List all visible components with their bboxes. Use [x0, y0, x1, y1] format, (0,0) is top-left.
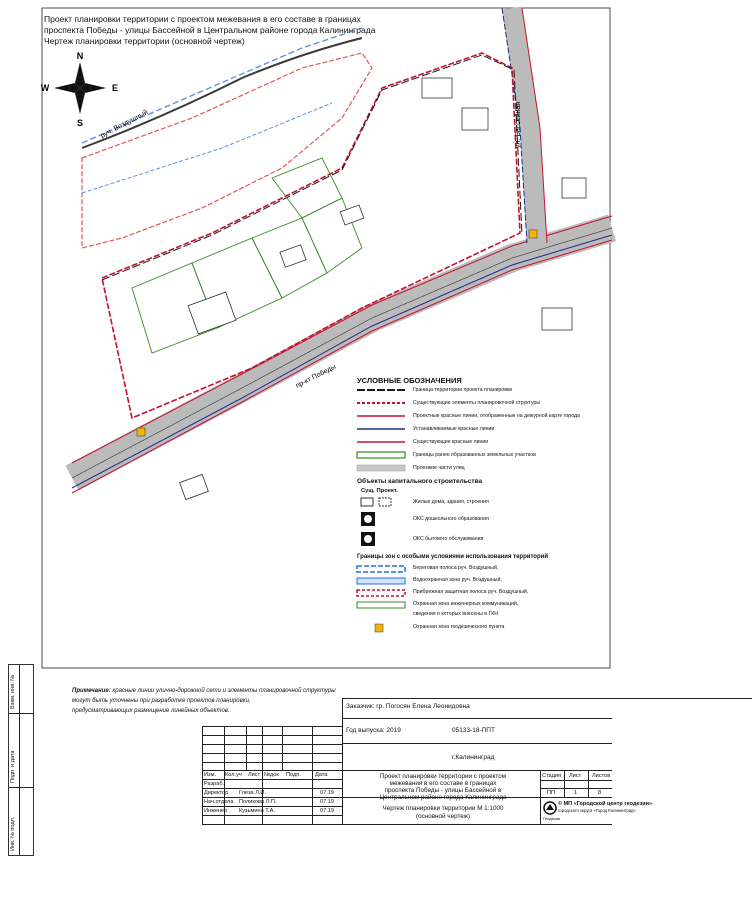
project-title-4: Центральном районе города Калининграда	[379, 794, 507, 801]
river-line	[82, 38, 362, 148]
customer: Заказчик: гр. Погосян Елена Леонидовна	[346, 703, 470, 710]
city: г.Калининград	[452, 754, 495, 761]
note-prefix: Примечание:	[72, 688, 111, 694]
sheet-title-2: (основной чертеж)	[415, 813, 471, 820]
legend-title: УСЛОВНЫЕ ОБОЗНАЧЕНИЯ	[357, 376, 462, 385]
name-3: Кузьмина Т.А.	[239, 808, 275, 814]
object-0: Жилые дома, здания, строения	[413, 499, 489, 505]
role-3: Инженер	[204, 808, 228, 814]
title-stamp	[202, 698, 653, 848]
label-pobedy: пр-кт Победы	[294, 363, 338, 390]
zone-0: Береговая полоса руч. Воздушный,	[413, 565, 499, 571]
name-1: Глеза Л.И.	[239, 790, 266, 796]
compass-s: S	[76, 118, 84, 128]
date-2: 07.19	[320, 799, 334, 805]
objects-cols: Сущ. Проект.	[361, 488, 398, 494]
compass-n: N	[76, 51, 84, 61]
zone-3: Охранная зона инженерных коммуникаций,	[413, 601, 519, 607]
project-boundary-black	[102, 55, 522, 280]
zones-title: Границы зон с особыми условиями использования территорий	[357, 554, 549, 560]
object-2: ОКС бытового обслуживания	[413, 536, 484, 542]
legend-line-2: Проектные красные линии, отображенные на дежурной карте города	[413, 413, 580, 419]
road-basseinaya	[502, 8, 547, 248]
note-line-1: красные линии улично-дорожной сети и элементы планировочной структуры	[112, 688, 336, 694]
col-data: Дата	[315, 772, 328, 778]
col-podp: Подп.	[286, 772, 301, 778]
sheets-label: Листов	[592, 773, 611, 779]
sheet-value: 1	[574, 790, 578, 796]
zone-5: Охранная зона геодезического пункта	[413, 624, 505, 630]
date-3: 07.19	[320, 808, 334, 814]
legend-line-1: Существующие элементы планировочной структуры	[413, 400, 541, 406]
col-list: Лист	[248, 772, 261, 778]
legend-line-0: Граница территории проекта планировки	[413, 387, 513, 393]
side-sign-date: Подп. и дата	[10, 750, 16, 783]
river-zone	[82, 28, 372, 248]
org-logo-icon	[543, 801, 557, 815]
stage-label: Стадия	[542, 773, 562, 779]
side-inv-podl: Инв. № подл.	[10, 816, 16, 851]
sheet-title-1: Чертеж планировки территории М 1:1000	[382, 805, 504, 812]
col-ndok: №док	[264, 772, 279, 778]
col-izm: Изм.	[204, 772, 216, 778]
compass-e: E	[111, 83, 119, 93]
compass-rose-icon	[41, 51, 118, 128]
zone-2: Прибрежная защитная полоса руч. Воздушный,	[413, 589, 529, 595]
sheets-value: 8	[598, 790, 602, 796]
sheet-label: Лист	[569, 773, 582, 779]
org-name-2: городского округа «Город Калининград»	[558, 808, 636, 813]
project-title-2: межевания в его составе в границах	[389, 780, 497, 787]
note-line-2: могут быть уточнены при разработке проектов планировки,	[72, 698, 251, 704]
planning-map	[42, 8, 612, 428]
legend-line-4: Существующие красные линии	[413, 439, 489, 445]
legend	[355, 376, 600, 638]
object-1: ОКС дошкольного образования	[413, 516, 489, 522]
note-line-3: предусматривающих размещение линейных объектов.	[72, 708, 230, 714]
compass-w: W	[40, 83, 50, 93]
geodetic-point-2	[529, 230, 537, 238]
date-1: 07.19	[320, 790, 334, 796]
title-line-3: Чертеж планировки территории (основной чертеж)	[44, 36, 245, 46]
doc-code: 05133-18-ППТ	[452, 727, 495, 734]
project-title-3: проспекта Победы - улицы Бассейной в	[384, 787, 502, 794]
stage-value: ПП	[547, 790, 556, 796]
year: Год выпуска: 2019	[346, 727, 401, 734]
title-line-2: проспекта Победы - улицы Бассейной в Центральном районе города Калининграда	[44, 25, 376, 35]
side-stamp	[8, 664, 34, 856]
role-0: Разраб.	[204, 781, 225, 787]
zone-4: сведения о которых внесены в ГКН	[413, 611, 499, 617]
label-river: руч. Воздушный	[99, 108, 150, 140]
objects-swatches	[355, 496, 405, 556]
legend-line-3: Устанавливаемые красные линии	[413, 426, 495, 432]
legend-line-6: Проезжие части улиц	[413, 465, 465, 471]
role-1: Директор	[204, 790, 229, 796]
geodetic-point-1	[137, 428, 145, 436]
title-line-1: Проект планировки территории с проектом межевания в его составе в границах	[44, 14, 361, 24]
side-inv-orig: Взам. инв. №	[10, 674, 16, 709]
name-2: Поликова Л.П.	[239, 799, 277, 805]
objects-title: Объекты капитального строительства	[357, 478, 483, 485]
col-koluch: Кол.уч	[225, 772, 242, 778]
org-name-1: © МП «Городской центр геодезии»	[558, 801, 653, 807]
zones-swatches	[355, 562, 410, 638]
parcels	[132, 158, 362, 353]
label-basseinaya: ул. Бассейная	[515, 101, 522, 148]
project-title-1: Проект планировки территории с проектом	[379, 773, 507, 780]
legend-line-5: Границы ранее образованных земельных участков	[413, 452, 536, 458]
role-2: Нач.отдела	[204, 799, 234, 805]
zone-1: Водоохранная зона руч. Воздушный,	[413, 577, 502, 583]
org-logo-text: Геодезия	[543, 816, 560, 821]
